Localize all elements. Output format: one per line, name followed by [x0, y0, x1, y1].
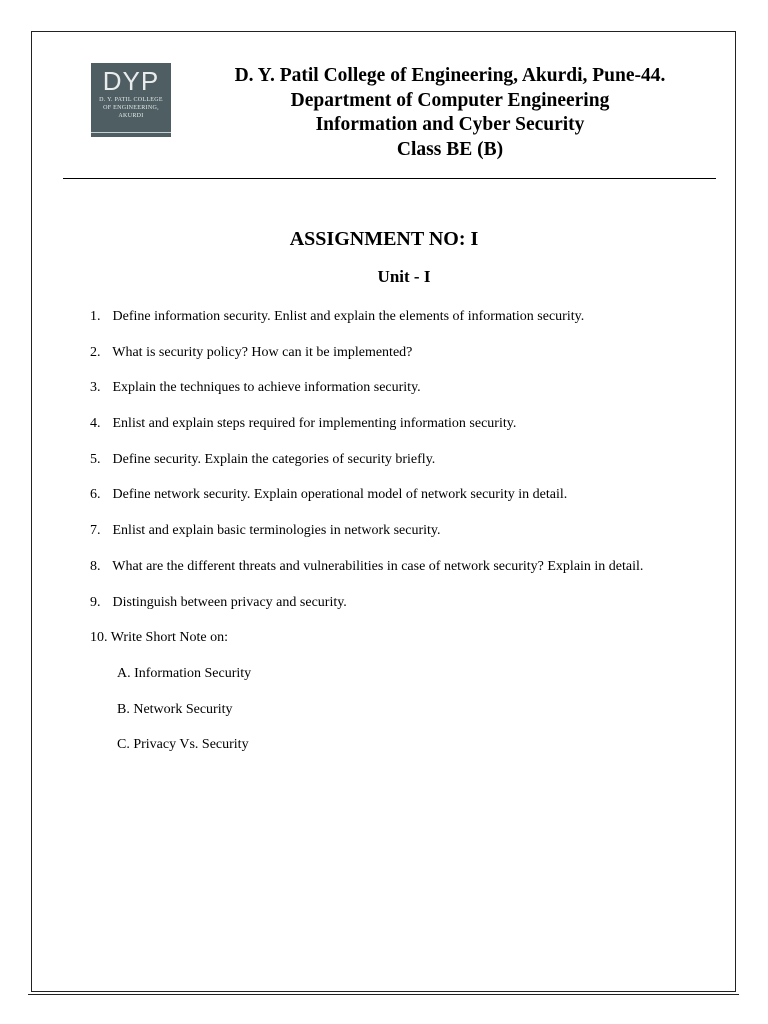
- department-name: Department of Computer Engineering: [290, 89, 610, 111]
- question-item: [90, 451, 720, 487]
- logo-mark: DYP: [102, 66, 160, 96]
- question-text: Define network security. Explain operational model of network security in detail.: [112, 487, 568, 503]
- logo-text: D. Y. PATIL COLLEGE OF ENGINEERING, AKURDI: [99, 97, 163, 119]
- question-text: Enlist and explain basic terminologies in network security.: [112, 523, 441, 539]
- question-number: 1.: [90, 309, 101, 324]
- question-item: [90, 629, 720, 665]
- question-item: [90, 344, 720, 380]
- question-number: 6.: [90, 487, 101, 503]
- subject-name: Information and Cyber Security: [315, 114, 585, 135]
- question-text: Write Short Note on:: [110, 630, 228, 646]
- question-number: 10.: [90, 630, 108, 646]
- unit-title: Unit - I: [377, 267, 431, 286]
- question-text: What is security policy? How can it be implemented?: [112, 344, 413, 360]
- college-logo: [91, 63, 171, 137]
- question-item: [90, 486, 720, 522]
- short-note-item: C. Privacy Vs. Security: [117, 737, 249, 753]
- college-name: D. Y. Patil College of Engineering, Akurdi, Pune-44.: [234, 65, 666, 86]
- question-number: 2.: [90, 344, 101, 360]
- question-number: 9.: [90, 594, 101, 610]
- question-number: 8.: [90, 558, 101, 574]
- short-note-item: B. Network Security: [117, 701, 233, 717]
- short-note-list: [117, 665, 251, 772]
- question-number: 5.: [90, 451, 101, 467]
- assignment-title: ASSIGNMENT NO: I: [289, 228, 479, 250]
- question-number: 3.: [90, 380, 101, 396]
- class-name: Class BE (B): [396, 138, 504, 160]
- question-item: [90, 415, 720, 451]
- question-number: 7.: [90, 523, 101, 539]
- document-header: [180, 64, 720, 162]
- question-item: [90, 594, 720, 630]
- question-list: [90, 308, 720, 665]
- question-item: [90, 379, 720, 415]
- short-note-item: A. Information Security: [117, 666, 252, 681]
- question-text: Explain the techniques to achieve information security.: [112, 380, 421, 396]
- question-number: 4.: [90, 416, 101, 432]
- question-text: Define information security. Enlist and explain the elements of information security.: [112, 309, 585, 324]
- question-text: Distinguish between privacy and security.: [112, 594, 347, 610]
- header-divider: [63, 178, 716, 179]
- question-text: What are the different threats and vulnerabilities in case of network security? Explain in detail.: [112, 558, 644, 574]
- question-item: [90, 558, 720, 594]
- question-item: [90, 522, 720, 558]
- question-text: Enlist and explain steps required for implementing information security.: [112, 416, 517, 432]
- question-text: Define security. Explain the categories of security briefly.: [112, 451, 436, 467]
- question-item: [90, 308, 720, 344]
- logo-divider: [91, 132, 171, 133]
